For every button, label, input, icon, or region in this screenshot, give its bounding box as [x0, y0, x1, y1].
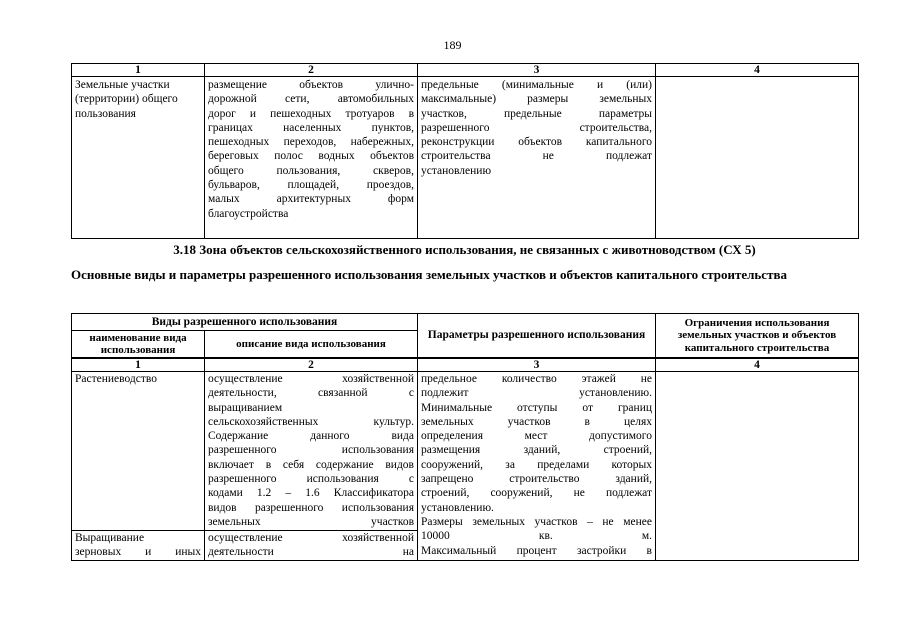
- text-line: осуществление хозяйственной: [208, 373, 414, 385]
- restrictions-cell: [656, 372, 859, 561]
- text-line: размещение объектов улично-: [208, 79, 414, 91]
- text-line: дорожной сети, автомобильных: [208, 93, 414, 106]
- text-line: подлежит установлению.: [421, 387, 652, 400]
- text-line: строений, сооружений, не подлежат: [421, 487, 652, 500]
- header-params: Параметры разрешенного использования: [418, 314, 656, 359]
- header-use-description: описание вида использования: [205, 331, 418, 359]
- use-name-lines: [75, 531, 201, 560]
- header-row: [72, 314, 859, 331]
- text-line: (территории) общего: [75, 93, 178, 106]
- text-line: бульваров, площадей, проездов,: [208, 179, 414, 192]
- text-line: земельных участков: [208, 515, 414, 528]
- use-params-lines: [421, 372, 652, 558]
- use-description-cell: [205, 372, 418, 531]
- text-line: участков, предельные параметры: [421, 107, 652, 120]
- text-line: разрешенного использования: [208, 444, 414, 457]
- col-number: 4: [656, 358, 859, 372]
- text-line: сельскохозяйственных культур.: [208, 415, 414, 428]
- use-description-cell: [205, 77, 418, 239]
- text-line: малых архитектурных форм: [208, 193, 414, 206]
- use-params-cell: [418, 372, 656, 561]
- text-line: Выращивание: [75, 532, 145, 544]
- text-line: пешеходных переходов, набережных,: [208, 136, 414, 149]
- page-number: 189: [443, 38, 462, 52]
- use-description-lines: [208, 531, 414, 560]
- permitted-use-table: [71, 313, 859, 561]
- use-name-cell: [72, 531, 205, 561]
- text-line: кодами 1.2 – 1.6 Классификатора: [208, 487, 414, 500]
- text-line: реконструкции объектов капитального: [421, 136, 652, 149]
- text-line: включает в себя содержание видов: [208, 458, 414, 471]
- column-number-row: [72, 64, 859, 77]
- col-number: 1: [72, 64, 205, 77]
- use-description-lines: [208, 372, 414, 529]
- text-line: строительства не подлежат: [421, 150, 652, 163]
- use-description-cell: [205, 531, 418, 561]
- text-line: предельные (минимальные и (или): [421, 79, 652, 91]
- section-title: 3.18 Зона объектов сельскохозяйственного использования, не связанных с животноводством (СХ 5): [173, 242, 756, 257]
- use-params-lines: [421, 78, 652, 178]
- text-line: земельных участков в целях: [421, 415, 652, 428]
- use-description-lines: [208, 78, 414, 221]
- text-line: установлению: [421, 164, 492, 177]
- col-number: 1: [72, 358, 205, 372]
- text-line: Минимальные отступы от границ: [421, 401, 652, 414]
- text-line: Максимальный процент застройки в: [421, 544, 652, 557]
- use-params-cell: [418, 77, 656, 239]
- text-line: 10000 кв. м.: [421, 530, 652, 543]
- column-number-row: [72, 358, 859, 372]
- col-number: 2: [205, 64, 418, 77]
- col-number: 4: [656, 64, 859, 77]
- text-line: установлению.: [421, 501, 494, 514]
- text-line: определения мест допустимого: [421, 430, 652, 443]
- col-number: 2: [205, 358, 418, 372]
- section-subtitle: Основные виды и параметры разрешенного использования земельных участков и объектов капитального строительства: [71, 267, 787, 282]
- use-name-lines: [75, 78, 201, 121]
- col-number: 3: [418, 358, 656, 372]
- use-name-cell: [72, 77, 205, 239]
- use-name-cell: Растениеводство: [72, 372, 205, 531]
- text-line: благоустройства: [208, 207, 289, 220]
- text-line: Земельные участки: [75, 79, 170, 91]
- header-use-types: Виды разрешенного использования: [72, 314, 418, 331]
- text-line: Содержание данного вида: [208, 430, 414, 443]
- text-line: видов разрешенного использования: [208, 501, 414, 514]
- text-line: размещения зданий, строений,: [421, 444, 652, 457]
- text-line: границах населенных пунктов,: [208, 121, 414, 134]
- text-line: береговых полос водных объектов: [208, 150, 414, 163]
- restrictions-cell: [656, 77, 859, 239]
- text-line: разрешенного строительства,: [421, 121, 652, 134]
- text-line: осуществление хозяйственной: [208, 532, 414, 544]
- col-number: 3: [418, 64, 656, 77]
- text-line: Размеры земельных участков – не менее: [421, 515, 652, 528]
- text-line: зерновых и иных: [75, 546, 201, 559]
- table-row: [72, 77, 859, 239]
- text-line: сооружений, за пределами которых: [421, 458, 652, 471]
- text-line: разрешенного использования с: [208, 473, 414, 486]
- text-line: деятельности на: [208, 546, 414, 559]
- text-line: предельное количество этажей не: [421, 373, 652, 385]
- table-row: [72, 372, 859, 531]
- continuation-table: [71, 63, 859, 239]
- text-line: общего пользования, скверов,: [208, 164, 414, 177]
- header-use-name: наименование вида использования: [72, 331, 205, 359]
- text-line: максимальные) размеры земельных: [421, 93, 652, 106]
- text-line: дорог и пешеходных тротуаров в: [208, 107, 414, 120]
- text-line: деятельности, связанной с: [208, 387, 414, 400]
- text-line: пользования: [75, 107, 136, 120]
- text-line: запрещено строительство зданий,: [421, 473, 652, 486]
- text-line: выращиванием: [208, 401, 283, 414]
- header-restrictions: Ограничения использования земельных участков и объектов капитального строительства: [656, 314, 859, 359]
